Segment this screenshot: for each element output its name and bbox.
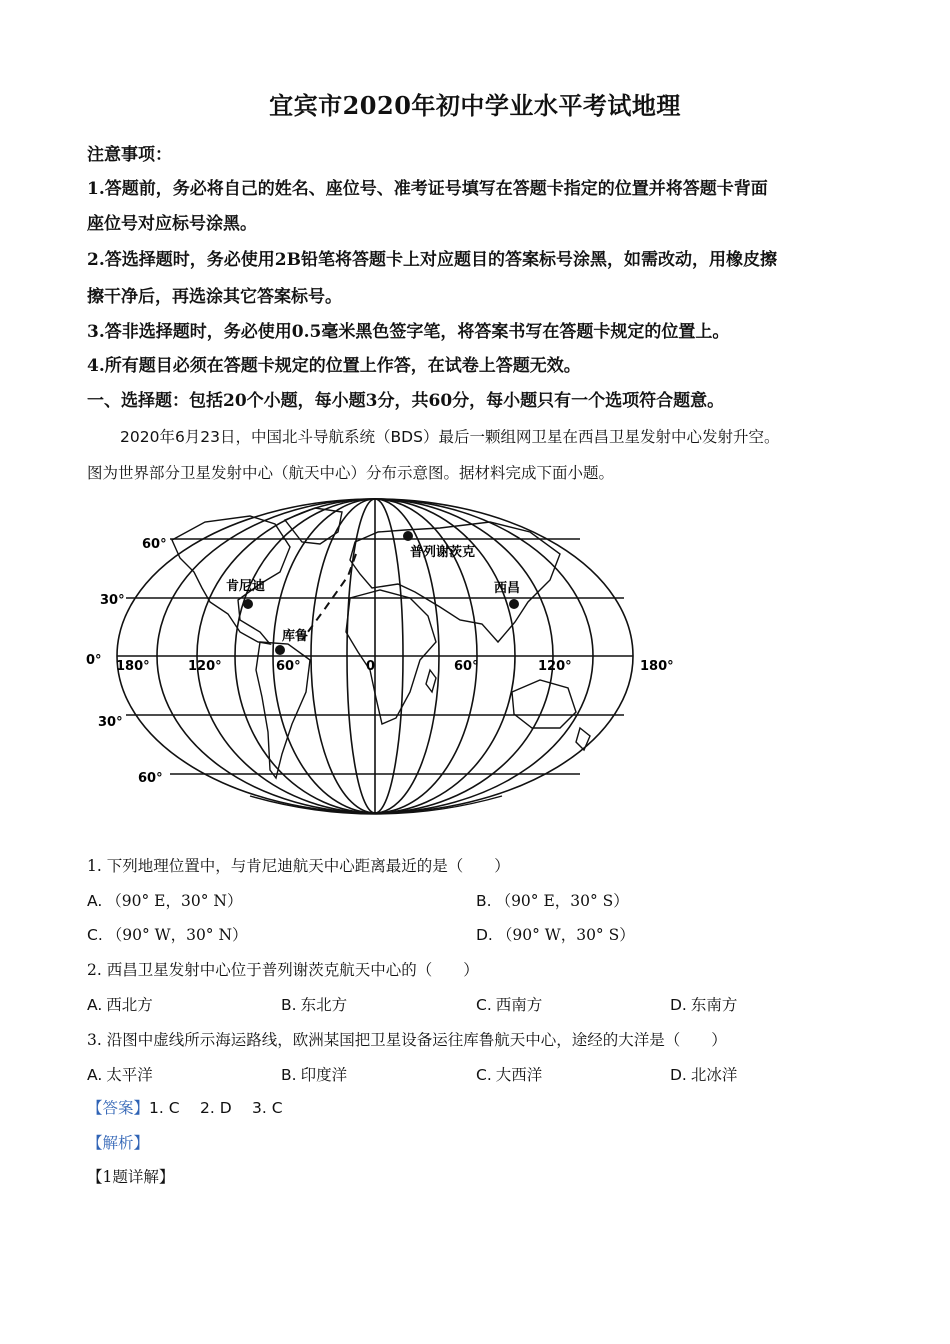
label-kennedy: 肯尼迪 bbox=[226, 579, 266, 594]
kourou-marker bbox=[275, 645, 285, 655]
q1-option-b: B. （90° E，30° S） bbox=[476, 892, 629, 910]
material-line-1: 2020年6月23日，中国北斗导航系统（BDS）最后一颗组网卫星在西昌卫星发射中心发射升空。 bbox=[120, 428, 780, 446]
notice-heading: 注意事项： bbox=[87, 145, 172, 165]
material-line-2: 图为世界部分卫星发射中心（航天中心）分布示意图。据材料完成下面小题。 bbox=[87, 464, 615, 482]
answer-label: 【答案】 bbox=[87, 1099, 150, 1117]
label-xichang: 西昌 bbox=[494, 581, 521, 596]
lat-label-60n: 60° bbox=[142, 537, 167, 552]
detail-label: 【1题详解】 bbox=[87, 1168, 175, 1186]
lon-label-60w: 60° bbox=[276, 659, 301, 674]
q1-option-d: D. （90° W，30° S） bbox=[476, 926, 635, 944]
notice-item-2b: 擦干净后，再选涂其它答案标号。 bbox=[87, 287, 342, 307]
world-map-figure bbox=[86, 492, 690, 832]
answer-text: 1. C 2. D 3. C bbox=[149, 1099, 283, 1117]
q2-option-a: A. 西北方 bbox=[87, 996, 153, 1014]
q2-option-d: D. 东南方 bbox=[670, 996, 738, 1014]
lon-label-120w: 120° bbox=[188, 659, 222, 674]
lon-label-180w: 180° bbox=[116, 659, 150, 674]
analysis-label: 【解析】 bbox=[87, 1134, 150, 1152]
notice-item-3: 3.答非选择题时，务必使用0.5毫米黑色签字笔，将答案书写在答题卡规定的位置上。 bbox=[87, 322, 730, 342]
label-kourou: 库鲁 bbox=[282, 629, 309, 644]
kennedy-marker bbox=[243, 599, 253, 609]
q3-option-c: C. 大西洋 bbox=[476, 1066, 543, 1084]
answer-line bbox=[87, 1097, 283, 1119]
q2-option-b: B. 东北方 bbox=[281, 996, 348, 1014]
lon-label-120e: 120° bbox=[538, 659, 572, 674]
q1-option-a: A. （90° E，30° N） bbox=[87, 892, 243, 910]
q2-option-c: C. 西南方 bbox=[476, 996, 543, 1014]
question-2-stem: 2. 西昌卫星发射中心位于普列谢茨克航天中心的（ ） bbox=[87, 961, 479, 979]
lon-label-0: 0 bbox=[366, 659, 376, 674]
lat-label-30n: 30° bbox=[100, 593, 125, 608]
plesetsk-marker bbox=[403, 531, 413, 541]
question-3-stem: 3. 沿图中虚线所示海运路线，欧洲某国把卫星设备运往库鲁航天中心，途经的大洋是（ ） bbox=[87, 1031, 727, 1049]
q1-option-c: C. （90° W，30° N） bbox=[87, 926, 248, 944]
lat-label-30s: 30° bbox=[98, 715, 123, 730]
section-heading: 一、选择题：包括20个小题，每小题3分，共60分，每小题只有一个选项符合题意。 bbox=[87, 391, 725, 411]
page-title: 宜宾市2020年初中学业水平考试地理 bbox=[269, 91, 681, 120]
question-1-stem: 1. 下列地理位置中，与肯尼迪航天中心距离最近的是（ ） bbox=[87, 857, 510, 875]
q3-option-d: D. 北冰洋 bbox=[670, 1066, 738, 1084]
notice-item-4: 4.所有题目必须在答题卡规定的位置上作答，在试卷上答题无效。 bbox=[87, 356, 581, 376]
lat-label-0: 0° bbox=[86, 653, 102, 668]
q3-option-a: A. 太平洋 bbox=[87, 1066, 153, 1084]
xichang-marker bbox=[509, 599, 519, 609]
notice-item-1b: 座位号对应标号涂黑。 bbox=[87, 214, 257, 234]
notice-item-1a: 1.答题前，务必将自己的姓名、座位号、准考证号填写在答题卡指定的位置并将答题卡背面 bbox=[87, 179, 768, 199]
q3-option-b: B. 印度洋 bbox=[281, 1066, 348, 1084]
notice-item-2a: 2.答选择题时，务必使用2B铅笔将答题卡上对应题目的答案标号涂黑，如需改动，用橡皮擦 bbox=[87, 250, 777, 270]
lat-label-60s: 60° bbox=[138, 771, 163, 786]
lon-label-60e: 60° bbox=[454, 659, 479, 674]
lon-label-180e: 180° bbox=[640, 659, 674, 674]
label-plesetsk: 普列谢茨克 bbox=[410, 545, 476, 560]
